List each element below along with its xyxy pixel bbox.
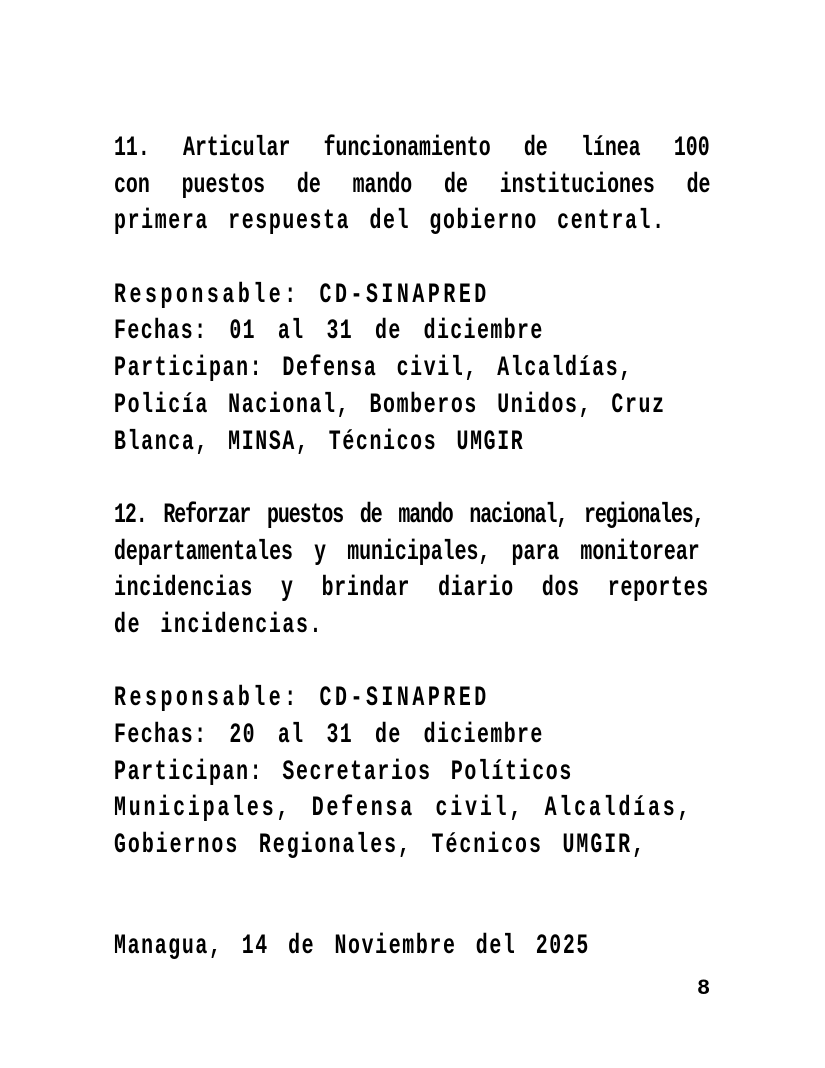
doc-line-text: Responsable: CD-SINAPRED	[114, 683, 490, 715]
doc-line-text: primera respuesta del gobierno central.	[114, 206, 666, 238]
line-spacer	[114, 241, 754, 278]
task-11-fechas	[114, 314, 754, 351]
line-spacer	[114, 461, 754, 498]
line-spacer	[114, 645, 754, 682]
doc-line-text: Fechas: 01 al 31 de diciembre	[114, 316, 544, 348]
task-12-line-1	[114, 498, 754, 535]
page-number: 8	[697, 976, 711, 1001]
task-11-participan-line-3	[114, 425, 754, 462]
task-12-participan-line-3	[114, 828, 754, 865]
doc-line-text: 11. Articular funcionamiento de línea 100	[114, 133, 710, 164]
task-12-line-3	[114, 571, 754, 608]
doc-line-text: con puestos de mando de instituciones de	[114, 169, 711, 201]
doc-line-text: Fechas: 20 al 31 de diciembre	[114, 720, 544, 751]
doc-line-text: de incidencias.	[114, 609, 324, 641]
doc-line-text: Gobiernos Regionales, Técnicos UMGIR,	[114, 830, 647, 862]
task-11-participan-line-1	[114, 351, 754, 388]
line-spacer	[114, 865, 754, 902]
doc-line-text: incidencias y brindar diario dos reportes	[114, 573, 709, 605]
doc-line-text: Participan: Secretarios Políticos	[114, 756, 573, 788]
task-11-participan-line-2	[114, 388, 754, 425]
task-11-line-1	[114, 131, 754, 168]
task-11-responsable	[114, 278, 754, 315]
doc-line-text: departamentales y municipales, para monitorear	[114, 536, 700, 568]
task-12-participan-line-1	[114, 755, 754, 792]
doc-line-text: Policía Nacional, Bomberos Unidos, Cruz	[114, 389, 666, 421]
task-12-participan-line-2	[114, 791, 754, 828]
doc-line-text: 12. Reforzar puestos de mando nacional, regionales,	[114, 499, 704, 531]
task-11-line-2	[114, 168, 754, 205]
task-12-line-4	[114, 608, 754, 645]
task-11-line-3	[114, 204, 754, 241]
closing-date-line	[114, 929, 754, 966]
doc-line-text: Managua, 14 de Noviembre del 2025	[114, 931, 590, 963]
task-12-responsable	[114, 681, 754, 718]
task-12-fechas	[114, 718, 754, 755]
doc-line-text: Municipales, Defensa civil, Alcaldías,	[114, 793, 693, 825]
doc-line-text: Participan: Defensa civil, Alcaldías,	[114, 353, 633, 385]
doc-line-text: Responsable: CD-SINAPRED	[114, 279, 490, 311]
task-12-line-2	[114, 535, 754, 572]
doc-line-text: Blanca, MINSA, Técnicos UMGIR	[114, 426, 525, 458]
document-text	[114, 131, 754, 966]
